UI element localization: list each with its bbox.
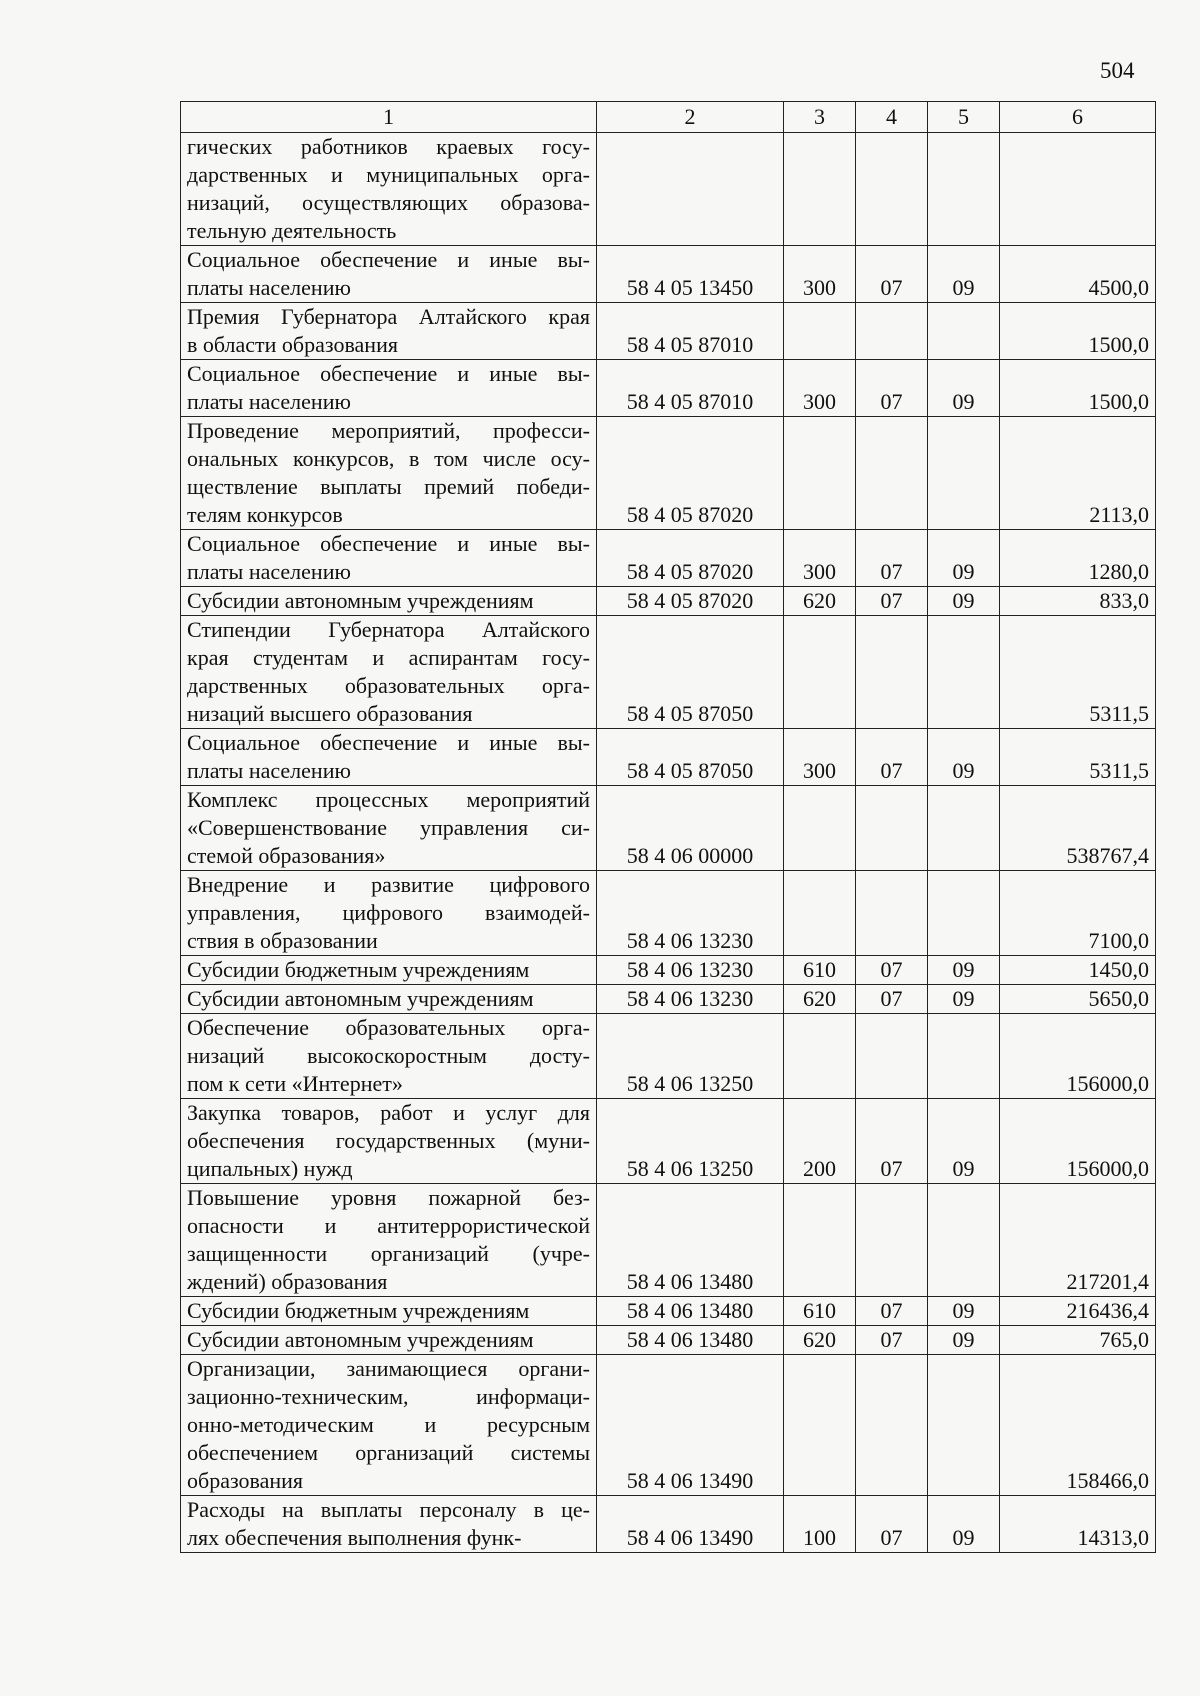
budget-code-cell: 58 4 06 13480 [597,1326,784,1355]
section-cell [856,1355,928,1496]
expense-name-line: тельную деятельность [187,218,397,243]
subsection-cell [928,616,1000,729]
budget-code-cell: 58 4 05 87020 [597,417,784,530]
section-cell: 07 [856,360,928,417]
amount-cell: 1280,0 [1000,530,1156,587]
column-header-5: 5 [928,102,1000,133]
subsection-cell: 09 [928,1496,1000,1553]
subsection-cell: 09 [928,360,1000,417]
expense-type-cell: 610 [784,956,856,985]
subsection-cell: 09 [928,729,1000,786]
subsection-cell [928,133,1000,246]
expense-name-cell [181,133,597,246]
expense-name-line: Повышение уровня пожарной без- [187,1185,590,1210]
amount-cell: 158466,0 [1000,1355,1156,1496]
amount-cell: 1500,0 [1000,360,1156,417]
section-cell: 07 [856,246,928,303]
expense-name-cell [181,956,597,985]
amount-cell: 765,0 [1000,1326,1156,1355]
expense-name-line: Расходы на выплаты персоналу в це- [187,1497,590,1522]
expense-name-cell [181,1355,597,1496]
expense-name-line: ждений) образования [187,1269,388,1294]
expense-type-cell: 300 [784,530,856,587]
column-header-6: 6 [1000,102,1156,133]
expense-type-cell: 620 [784,985,856,1014]
expense-name-line: лях обеспечения выполнения функ- [187,1525,522,1550]
table-body [181,133,1156,1553]
expense-name-line: платы населению [187,275,351,300]
expense-name-line: платы населению [187,559,351,584]
expense-name-line: низаций высокоскоростным досту- [187,1043,590,1068]
table-row [181,871,1156,956]
budget-code-cell: 58 4 05 87020 [597,587,784,616]
table-row [181,246,1156,303]
expense-name-line: Премия Губернатора Алтайского края [187,304,590,329]
budget-code-cell: 58 4 05 87010 [597,303,784,360]
expense-name-cell [181,303,597,360]
table-row [181,786,1156,871]
section-cell: 07 [856,729,928,786]
expense-name-line: «Совершенствование управления си- [187,815,590,840]
amount-cell: 14313,0 [1000,1496,1156,1553]
table-row [181,1496,1156,1553]
expense-name-cell [181,530,597,587]
subsection-cell: 09 [928,587,1000,616]
expense-name-line: дарственных образовательных орга- [187,673,590,698]
column-header-2: 2 [597,102,784,133]
amount-cell: 5311,5 [1000,616,1156,729]
expense-name-line: Закупка товаров, работ и услуг для [187,1100,590,1125]
expense-name-cell [181,786,597,871]
budget-code-cell [597,133,784,246]
section-cell: 07 [856,956,928,985]
subsection-cell [928,871,1000,956]
expense-name-line: Социальное обеспечение и иные вы- [187,730,590,755]
subsection-cell: 09 [928,1099,1000,1184]
expense-type-cell: 620 [784,1326,856,1355]
subsection-cell: 09 [928,246,1000,303]
section-cell [856,616,928,729]
expense-type-cell: 200 [784,1099,856,1184]
table-row [181,616,1156,729]
table-row [181,303,1156,360]
section-cell: 07 [856,1099,928,1184]
section-cell: 07 [856,587,928,616]
expense-name-line: защищенности организаций (учре- [187,1241,590,1266]
expense-type-cell [784,871,856,956]
amount-cell [1000,133,1156,246]
expense-name-cell [181,985,597,1014]
subsection-cell: 09 [928,1326,1000,1355]
budget-code-cell: 58 4 06 13230 [597,985,784,1014]
amount-cell: 217201,4 [1000,1184,1156,1297]
expense-name-line: Обеспечение образовательных орга- [187,1015,590,1040]
expense-name-line: Субсидии бюджетным учреждениям [187,957,530,982]
table-row [181,729,1156,786]
amount-cell: 1500,0 [1000,303,1156,360]
expense-name-line: опасности и антитеррористической [187,1213,590,1238]
expense-name-line: низаций, осуществляющих образова- [187,190,590,215]
expense-name-cell [181,1014,597,1099]
table-row [181,956,1156,985]
expense-name-line: Субсидии бюджетным учреждениям [187,1298,530,1323]
section-cell: 07 [856,1297,928,1326]
expense-name-cell [181,1099,597,1184]
expense-name-line: гических работников краевых госу- [187,134,590,159]
expense-name-cell [181,1297,597,1326]
table-row [181,985,1156,1014]
column-header-1: 1 [181,102,597,133]
expense-type-cell: 100 [784,1496,856,1553]
expense-type-cell [784,133,856,246]
expense-type-cell [784,303,856,360]
table-row [181,1184,1156,1297]
expense-name-line: зационно-техническим, информаци- [187,1384,590,1409]
amount-cell: 156000,0 [1000,1014,1156,1099]
section-cell: 07 [856,1496,928,1553]
expense-name-line: в области образования [187,332,398,357]
budget-code-cell: 58 4 06 13490 [597,1496,784,1553]
expense-type-cell [784,1184,856,1297]
expense-name-cell [181,246,597,303]
expense-name-line: платы населению [187,389,351,414]
subsection-cell [928,417,1000,530]
budget-code-cell: 58 4 05 87050 [597,729,784,786]
table-row [181,360,1156,417]
budget-code-cell: 58 4 06 13230 [597,871,784,956]
expense-name-line: телям конкурсов [187,502,343,527]
table-row [181,1014,1156,1099]
subsection-cell: 09 [928,530,1000,587]
subsection-cell: 09 [928,985,1000,1014]
budget-code-cell: 58 4 05 13450 [597,246,784,303]
section-cell: 07 [856,1326,928,1355]
amount-cell: 1450,0 [1000,956,1156,985]
expense-name-cell [181,360,597,417]
section-cell [856,871,928,956]
table-row [181,133,1156,246]
table-row [181,530,1156,587]
expense-name-line: стемой образования» [187,843,386,868]
page-number: 504 [1100,58,1135,83]
section-cell: 07 [856,985,928,1014]
expense-name-line: управления, цифрового взаимодей- [187,900,590,925]
amount-cell: 5311,5 [1000,729,1156,786]
expense-name-line: Социальное обеспечение и иные вы- [187,247,590,272]
budget-code-cell: 58 4 06 13480 [597,1297,784,1326]
expense-name-line: Субсидии автономным учреждениям [187,1327,534,1352]
expense-type-cell: 610 [784,1297,856,1326]
expense-name-line: ществление выплаты премий победи- [187,474,590,499]
expense-name-line: края студентам и аспирантам госу- [187,645,590,670]
budget-code-cell: 58 4 06 00000 [597,786,784,871]
expense-name-line: ональных конкурсов, в том числе осу- [187,446,590,471]
expense-name-cell [181,1496,597,1553]
expense-name-line: пом к сети «Интернет» [187,1071,403,1096]
section-cell [856,303,928,360]
amount-cell: 2113,0 [1000,417,1156,530]
expense-name-line: Стипендии Губернатора Алтайского [187,617,590,642]
expense-name-line: Социальное обеспечение и иные вы- [187,361,590,386]
expense-type-cell: 300 [784,360,856,417]
section-cell [856,1184,928,1297]
expense-type-cell: 300 [784,246,856,303]
expense-name-line: обеспечением организаций системы [187,1440,590,1465]
budget-code-cell: 58 4 06 13250 [597,1099,784,1184]
budget-code-cell: 58 4 05 87020 [597,530,784,587]
expense-name-line: низаций высшего образования [187,701,473,726]
amount-cell: 538767,4 [1000,786,1156,871]
header-row [181,102,1156,133]
subsection-cell [928,1014,1000,1099]
amount-cell: 216436,4 [1000,1297,1156,1326]
subsection-cell: 09 [928,956,1000,985]
expense-name-line: Организации, занимающиеся органи- [187,1356,590,1381]
amount-cell: 156000,0 [1000,1099,1156,1184]
subsection-cell [928,786,1000,871]
expense-name-line: Внедрение и развитие цифрового [187,872,590,897]
expense-name-cell [181,616,597,729]
expense-type-cell: 620 [784,587,856,616]
section-cell [856,1014,928,1099]
expense-type-cell [784,616,856,729]
expense-name-line: ствия в образовании [187,928,378,953]
expense-name-cell [181,587,597,616]
expense-name-line: ципальных) нужд [187,1156,353,1181]
column-header-4: 4 [856,102,928,133]
subsection-cell: 09 [928,1297,1000,1326]
expense-type-cell [784,1014,856,1099]
expense-name-line: платы населению [187,758,351,783]
expense-type-cell [784,417,856,530]
budget-code-cell: 58 4 05 87010 [597,360,784,417]
column-header-3: 3 [784,102,856,133]
table-row [181,1355,1156,1496]
budget-code-cell: 58 4 06 13480 [597,1184,784,1297]
expense-name-cell [181,1184,597,1297]
expense-name-line: дарственных и муниципальных орга- [187,162,590,187]
amount-cell: 833,0 [1000,587,1156,616]
budget-code-cell: 58 4 06 13230 [597,956,784,985]
subsection-cell [928,303,1000,360]
expense-name-line: Проведение мероприятий, професси- [187,418,590,443]
expense-type-cell [784,1355,856,1496]
amount-cell: 7100,0 [1000,871,1156,956]
expense-name-line: Социальное обеспечение и иные вы- [187,531,590,556]
section-cell [856,786,928,871]
table-row [181,587,1156,616]
expense-name-line: Комплекс процессных мероприятий [187,787,590,812]
expense-name-line: Субсидии автономным учреждениям [187,588,534,613]
expense-name-cell [181,1326,597,1355]
expense-name-cell [181,729,597,786]
budget-code-cell: 58 4 05 87050 [597,616,784,729]
amount-cell: 4500,0 [1000,246,1156,303]
expense-type-cell [784,786,856,871]
expense-type-cell: 300 [784,729,856,786]
expense-name-cell [181,417,597,530]
subsection-cell [928,1355,1000,1496]
section-cell [856,133,928,246]
budget-code-cell: 58 4 06 13490 [597,1355,784,1496]
expense-name-cell [181,871,597,956]
section-cell [856,417,928,530]
table-row [181,1326,1156,1355]
table-row [181,417,1156,530]
section-cell: 07 [856,530,928,587]
table-row [181,1099,1156,1184]
subsection-cell [928,1184,1000,1297]
table-row [181,1297,1156,1326]
expense-name-line: образования [187,1468,304,1493]
budget-table [180,101,1156,1553]
amount-cell: 5650,0 [1000,985,1156,1014]
expense-name-line: онно-методическим и ресурсным [187,1412,590,1437]
budget-code-cell: 58 4 06 13250 [597,1014,784,1099]
expense-name-line: Субсидии автономным учреждениям [187,986,534,1011]
expense-name-line: обеспечения государственных (муни- [187,1128,590,1153]
